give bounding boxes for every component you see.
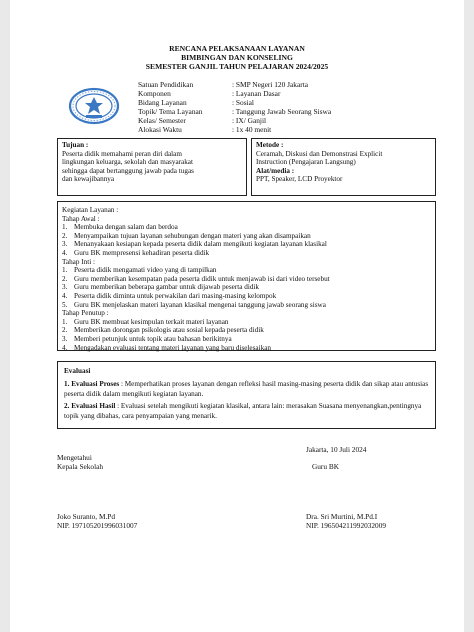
list-item: 3. Guru memberikan beberapa gambar untuk dijawab peserta didik (62, 283, 260, 292)
info-label: Alokasi Waktu (138, 124, 182, 134)
list-item: 1. Membuka dengan salam dan berdoa (62, 223, 178, 232)
alat-text: PPT, Speaker, LCD Proyektor (256, 175, 343, 184)
school-emblem-icon (68, 86, 120, 126)
info-value: : SMP Negeri 120 Jakarta (232, 80, 309, 89)
info-label: Kelas/ Semester (138, 115, 186, 125)
evaluasi-proses-label: 1. Evaluasi Proses (64, 379, 120, 388)
list-item: 2. Memberikan dorongan psikologis atau sosial kepada peserta didik (62, 326, 264, 335)
evaluasi-heading: Evaluasi (64, 367, 91, 375)
doc-title-line3: SEMESTER GANJIL TAHUN PELAJARAN 2024/2025 (145, 62, 329, 71)
tujuan-line: sehingga dapat bertanggung jawab pada tugas (62, 166, 194, 175)
list-item: 4. Peserta didik diminta untuk perwakilan dari masing-masing kelompok (62, 291, 277, 300)
info-value: : 1x 40 menit (232, 124, 272, 134)
list-item: 1. Peserta didik mengamati video yang di tampilkan (62, 266, 217, 275)
list-item: 2. Guru memberikan kesempatan pada peserta didik untuk menjawab isi dari video tersebut (62, 274, 330, 283)
metode-heading: Metode : (256, 141, 284, 149)
info-label: Satuan Pendidikan (138, 80, 194, 89)
info-label: Bidang Layanan (138, 97, 187, 107)
tujuan-heading: Tujuan : (62, 141, 89, 149)
evaluasi-hasil (64, 401, 429, 421)
info-row (138, 126, 331, 135)
metode-box (251, 138, 436, 196)
info-table (138, 81, 331, 134)
list-item: 2. Menyampaikan tujuan layanan sehubungan dengan materi yang akan disampaikan (62, 231, 311, 240)
kepala-sekolah-label: Kepala Sekolah (57, 462, 103, 471)
alat-heading: Alat/media : (256, 166, 295, 175)
kegiatan-heading: Kegiatan Layanan : (62, 206, 119, 214)
list-item: 1. Guru BK membuat kesimpulan terkait materi layanan (62, 317, 229, 326)
kegiatan-box (57, 201, 436, 351)
info-label: Komponen (138, 88, 171, 98)
evaluasi-proses-text: : Memperhatikan proses layanan dengan refleksi hasil masing-masing peserta didik dan sikap atau antusias peserta didik dalam mengikuti kegiatan layanan. (64, 379, 429, 398)
info-value: : Layanan Dasar (232, 88, 281, 98)
evaluasi-hasil-label: 2. Evaluasi Hasil (64, 401, 116, 410)
place-date: Jakarta, 10 Juli 2024 (306, 445, 367, 454)
mengetahui-label: Mengetahui (57, 453, 92, 462)
tujuan-line: dan kewajibannya (62, 175, 115, 184)
guru-bk-label: Guru BK (312, 462, 339, 471)
kepala-sekolah-name: Joko Suranto, M.Pd (57, 512, 115, 521)
metode-line: Instruction (Pengajaran Langsung) (256, 158, 356, 167)
info-value: : IX/ Ganjil (232, 115, 267, 125)
evaluasi-box (57, 361, 436, 429)
list-item: 5. Guru BK menjelaskan materi layanan klasikal mengenai tanggung jawab seorang siswa (62, 300, 326, 309)
tahap-inti-heading: Tahap Inti : (62, 257, 96, 266)
doc-title-line1: RENCANA PELAKSANAAN LAYANAN (169, 44, 305, 53)
info-value: : Tanggung Jawab Seorang Siswa (232, 106, 332, 116)
metode-line: Ceramah, Diskusi dan Demonstrasi Explicit (256, 149, 383, 158)
tahap-awal-heading: Tahap Awal : (62, 214, 100, 223)
guru-bk-nip: NIP. 196504211992032009 (306, 521, 386, 530)
list-item: 4. Mengadakan evaluasi tentang materi layanan yang baru diselesaikan (62, 343, 271, 352)
list-item: 4. Guru BK mempresensi kehadiran peserta didik (62, 248, 210, 257)
doc-title-line2: BIMBINGAN DAN KONSELING (181, 53, 293, 62)
info-value: : Sosial (232, 97, 254, 107)
tahap-penutup-heading: Tahap Penutup : (62, 309, 109, 318)
list-item: 3. Menanyakaan kesiapan kepada peserta didik dalam mengikuti kegiatan layanan klasikal (62, 240, 327, 249)
evaluasi-proses (64, 379, 429, 399)
evaluasi-hasil-text: : Evaluasi setelah mengikuti kegiatan klasikal, antara lain: merasakan Suasana menyenangkan,pentingnya topik yang dibahas, cara penyampaian yang menarik. (64, 401, 422, 420)
tujuan-line: lingkungan keluarga, sekolah dan masyarakat (62, 158, 193, 167)
tujuan-box (57, 138, 247, 196)
list-item: 3. Memberi petunjuk untuk topik atau bahasan berikitnya (62, 334, 232, 343)
info-label: Topik/ Tema Layanan (138, 106, 203, 116)
document-page (10, 0, 464, 632)
kepala-sekolah-nip: NIP. 197105201996031007 (57, 521, 138, 530)
guru-bk-name: Dra. Sri Murtini, M.Pd.I (306, 512, 378, 521)
tujuan-line: Peserta didik memahami peran diri dalam (62, 149, 182, 158)
